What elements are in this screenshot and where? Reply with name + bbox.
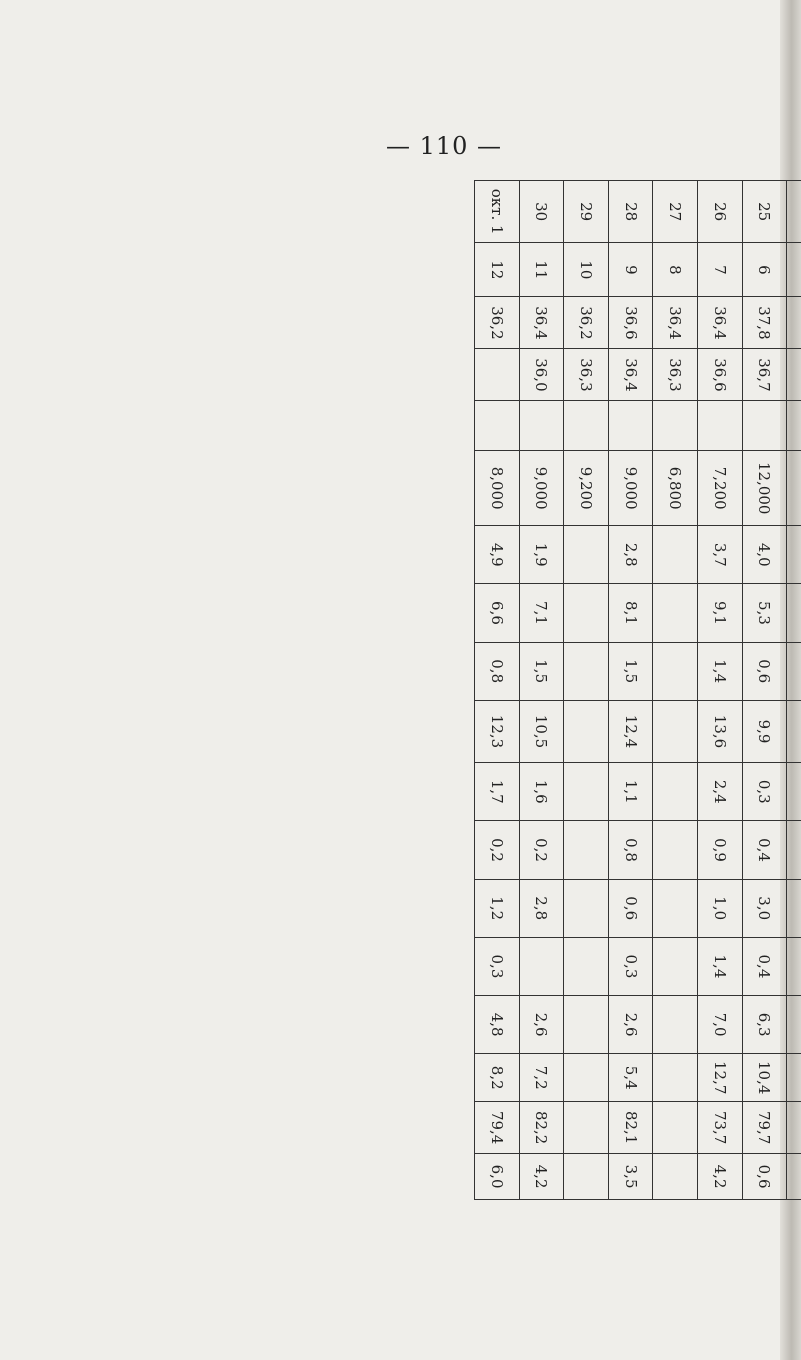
cell-corpuscles: 7,200 — [698, 451, 743, 526]
cell-sp-sum: 10,4 — [742, 1054, 787, 1102]
cell-mol-small-corp: 8,1 — [608, 584, 653, 642]
cell-mol-sum: 10,5 — [519, 700, 564, 762]
cell-sp-large-moving: 0,4 — [742, 937, 787, 995]
cell-sp-large-immobile: 0,2 — [519, 821, 564, 879]
table-row — [787, 181, 801, 1200]
cell-sp-large-immobile: 0,4 — [742, 821, 787, 879]
cell-sp-small-moving-b: 2,6 — [608, 996, 653, 1054]
cell-protein: 0,6 — [742, 1154, 787, 1200]
cell-protein — [653, 1154, 698, 1200]
cell-date — [787, 181, 801, 243]
cell-sp-small-immobile — [564, 763, 609, 821]
cell-pulse — [564, 401, 609, 451]
cell-sp-small-immobile: 1,1 — [608, 763, 653, 821]
cell-protein: 4,2 — [698, 1154, 743, 1200]
cell-mol-small-moving — [564, 526, 609, 584]
cell-sp-large-moving: 0,3 — [475, 937, 520, 995]
cell-temp-evening: 36,0 — [519, 349, 564, 401]
cell-temp-morning: 36,6 — [608, 297, 653, 349]
cell-relative: 79,4 — [475, 1102, 520, 1154]
cell-sp-large-moving — [519, 937, 564, 995]
cell-date: 28 — [608, 181, 653, 243]
cell-protein: 3,5 — [608, 1154, 653, 1200]
cell-temp-evening: 36,6 — [698, 349, 743, 401]
cell-pulse — [742, 401, 787, 451]
cell-sp-small-moving-a: 0,6 — [608, 879, 653, 937]
cell-relative: 82,1 — [608, 1102, 653, 1154]
cell-protein — [787, 1154, 801, 1200]
cell-temp-morning: 36,4 — [698, 297, 743, 349]
cell-temp-morning: 36,4 — [653, 297, 698, 349]
cell-protein: 4,2 — [519, 1154, 564, 1200]
cell-relative — [787, 1102, 801, 1154]
cell-sp-sum — [787, 1054, 801, 1102]
cell-mol-small-corp: 6,6 — [475, 584, 520, 642]
cell-mol-small-moving — [787, 526, 801, 584]
cell-mol-small-corp: 5,3 — [742, 584, 787, 642]
cell-corpuscles — [787, 451, 801, 526]
cell-mol-sum — [653, 700, 698, 762]
cell-sp-large-moving: 0,3 — [608, 937, 653, 995]
cell-sp-large-immobile: 0,2 — [475, 821, 520, 879]
cell-temp-evening — [475, 349, 520, 401]
cell-temp-evening — [787, 349, 801, 401]
cell-date: 27 — [653, 181, 698, 243]
cell-sp-small-moving-a: 3,0 — [742, 879, 787, 937]
cell-days: 11 — [519, 243, 564, 297]
cell-relative — [564, 1102, 609, 1154]
cell-sp-small-immobile: 2,4 — [698, 763, 743, 821]
cell-date: 29 — [564, 181, 609, 243]
cell-sp-small-moving-b: 4,8 — [475, 996, 520, 1054]
cell-mol-small-corp — [653, 584, 698, 642]
cell-sp-small-moving-a — [564, 879, 609, 937]
table-row — [519, 181, 564, 1200]
cell-sp-small-moving-b — [787, 996, 801, 1054]
cell-mol-large-corp: 1,5 — [519, 642, 564, 700]
cell-mol-small-corp: 9,1 — [698, 584, 743, 642]
cell-date: 25 — [742, 181, 787, 243]
cell-mol-sum: 12,3 — [475, 700, 520, 762]
cell-temp-morning — [787, 297, 801, 349]
cell-sp-large-immobile: 0,9 — [698, 821, 743, 879]
cell-sp-sum: 8,2 — [475, 1054, 520, 1102]
cell-sp-small-moving-a: 1,2 — [475, 879, 520, 937]
cell-sp-small-moving-b: 2,6 — [519, 996, 564, 1054]
cell-sp-sum: 7,2 — [519, 1054, 564, 1102]
cell-mol-large-corp — [653, 642, 698, 700]
table-row — [475, 181, 520, 1200]
cell-sp-sum — [653, 1054, 698, 1102]
cell-sp-small-moving-b — [653, 996, 698, 1054]
cell-temp-evening: 36,3 — [564, 349, 609, 401]
cell-mol-sum: 9,9 — [742, 700, 787, 762]
cell-temp-evening: 36,7 — [742, 349, 787, 401]
table-row — [698, 181, 743, 1200]
cell-mol-small-moving: 3,7 — [698, 526, 743, 584]
cell-sp-small-immobile: 0,3 — [742, 763, 787, 821]
cell-sp-small-moving-a: 1,0 — [698, 879, 743, 937]
cell-days: 10 — [564, 243, 609, 297]
cell-sp-small-moving-b: 7,0 — [698, 996, 743, 1054]
cell-sp-small-moving-a — [653, 879, 698, 937]
cell-sp-small-moving-a: 2,8 — [519, 879, 564, 937]
cell-protein — [564, 1154, 609, 1200]
cell-corpuscles: 9,000 — [519, 451, 564, 526]
cell-sp-large-moving — [653, 937, 698, 995]
table-row — [564, 181, 609, 1200]
data-table — [474, 180, 801, 1200]
cell-temp-evening: 36,3 — [653, 349, 698, 401]
cell-sp-large-moving: 1,4 — [698, 937, 743, 995]
cell-mol-small-moving: 4,0 — [742, 526, 787, 584]
cell-corpuscles: 12,000 — [742, 451, 787, 526]
cell-sp-large-moving — [564, 937, 609, 995]
cell-sp-small-moving-b — [564, 996, 609, 1054]
cell-pulse — [519, 401, 564, 451]
cell-sp-sum — [564, 1054, 609, 1102]
cell-days: 8 — [653, 243, 698, 297]
cell-pulse — [698, 401, 743, 451]
cell-pulse — [608, 401, 653, 451]
cell-days: 9 — [608, 243, 653, 297]
cell-mol-large-corp — [564, 642, 609, 700]
cell-protein: 6,0 — [475, 1154, 520, 1200]
cell-date: 30 — [519, 181, 564, 243]
cell-mol-large-corp: 0,8 — [475, 642, 520, 700]
cell-temp-evening: 36,4 — [608, 349, 653, 401]
cell-sp-small-immobile — [787, 763, 801, 821]
cell-date: окт. 1 — [475, 181, 520, 243]
cell-sp-sum: 12,7 — [698, 1054, 743, 1102]
cell-sp-small-moving-b: 6,3 — [742, 996, 787, 1054]
cell-mol-small-corp: 7,1 — [519, 584, 564, 642]
cell-days: 7 — [698, 243, 743, 297]
cell-corpuscles: 8,000 — [475, 451, 520, 526]
cell-sp-small-immobile: 1,7 — [475, 763, 520, 821]
cell-relative — [653, 1102, 698, 1154]
cell-mol-large-corp — [787, 642, 801, 700]
cell-date: 26 — [698, 181, 743, 243]
cell-sp-small-immobile: 1,6 — [519, 763, 564, 821]
cell-temp-morning: 36,2 — [475, 297, 520, 349]
cell-sp-large-moving — [787, 937, 801, 995]
cell-temp-morning: 36,2 — [564, 297, 609, 349]
cell-temp-morning: 37,8 — [742, 297, 787, 349]
cell-days — [787, 243, 801, 297]
cell-mol-small-corp — [564, 584, 609, 642]
cell-sp-sum: 5,4 — [608, 1054, 653, 1102]
cell-relative: 79,7 — [742, 1102, 787, 1154]
cell-mol-small-moving: 1,9 — [519, 526, 564, 584]
cell-relative: 82,2 — [519, 1102, 564, 1154]
cell-mol-sum: 13,6 — [698, 700, 743, 762]
cell-mol-sum — [787, 700, 801, 762]
cell-corpuscles: 9,200 — [564, 451, 609, 526]
cell-corpuscles: 9,000 — [608, 451, 653, 526]
cell-mol-small-moving: 4,9 — [475, 526, 520, 584]
cell-sp-large-immobile — [564, 821, 609, 879]
cell-pulse — [787, 401, 801, 451]
cell-sp-large-immobile: 0,8 — [608, 821, 653, 879]
cell-mol-sum: 12,4 — [608, 700, 653, 762]
cell-days: 6 — [742, 243, 787, 297]
table-row — [653, 181, 698, 1200]
cell-days: 12 — [475, 243, 520, 297]
table-row — [742, 181, 787, 1200]
table-row — [608, 181, 653, 1200]
cell-temp-morning: 36,4 — [519, 297, 564, 349]
cell-sp-large-immobile — [653, 821, 698, 879]
cell-mol-small-corp — [787, 584, 801, 642]
cell-sp-small-immobile — [653, 763, 698, 821]
cell-pulse — [475, 401, 520, 451]
cell-corpuscles: 6,800 — [653, 451, 698, 526]
cell-mol-sum — [564, 700, 609, 762]
page-number: — 110 — — [385, 132, 503, 160]
cell-mol-small-moving: 2,8 — [608, 526, 653, 584]
cell-sp-large-immobile — [787, 821, 801, 879]
cell-mol-large-corp: 0,6 — [742, 642, 787, 700]
cell-pulse — [653, 401, 698, 451]
cell-mol-small-moving — [653, 526, 698, 584]
cell-sp-small-moving-a — [787, 879, 801, 937]
cell-mol-large-corp: 1,4 — [698, 642, 743, 700]
cell-relative: 73,7 — [698, 1102, 743, 1154]
cell-mol-large-corp: 1,5 — [608, 642, 653, 700]
